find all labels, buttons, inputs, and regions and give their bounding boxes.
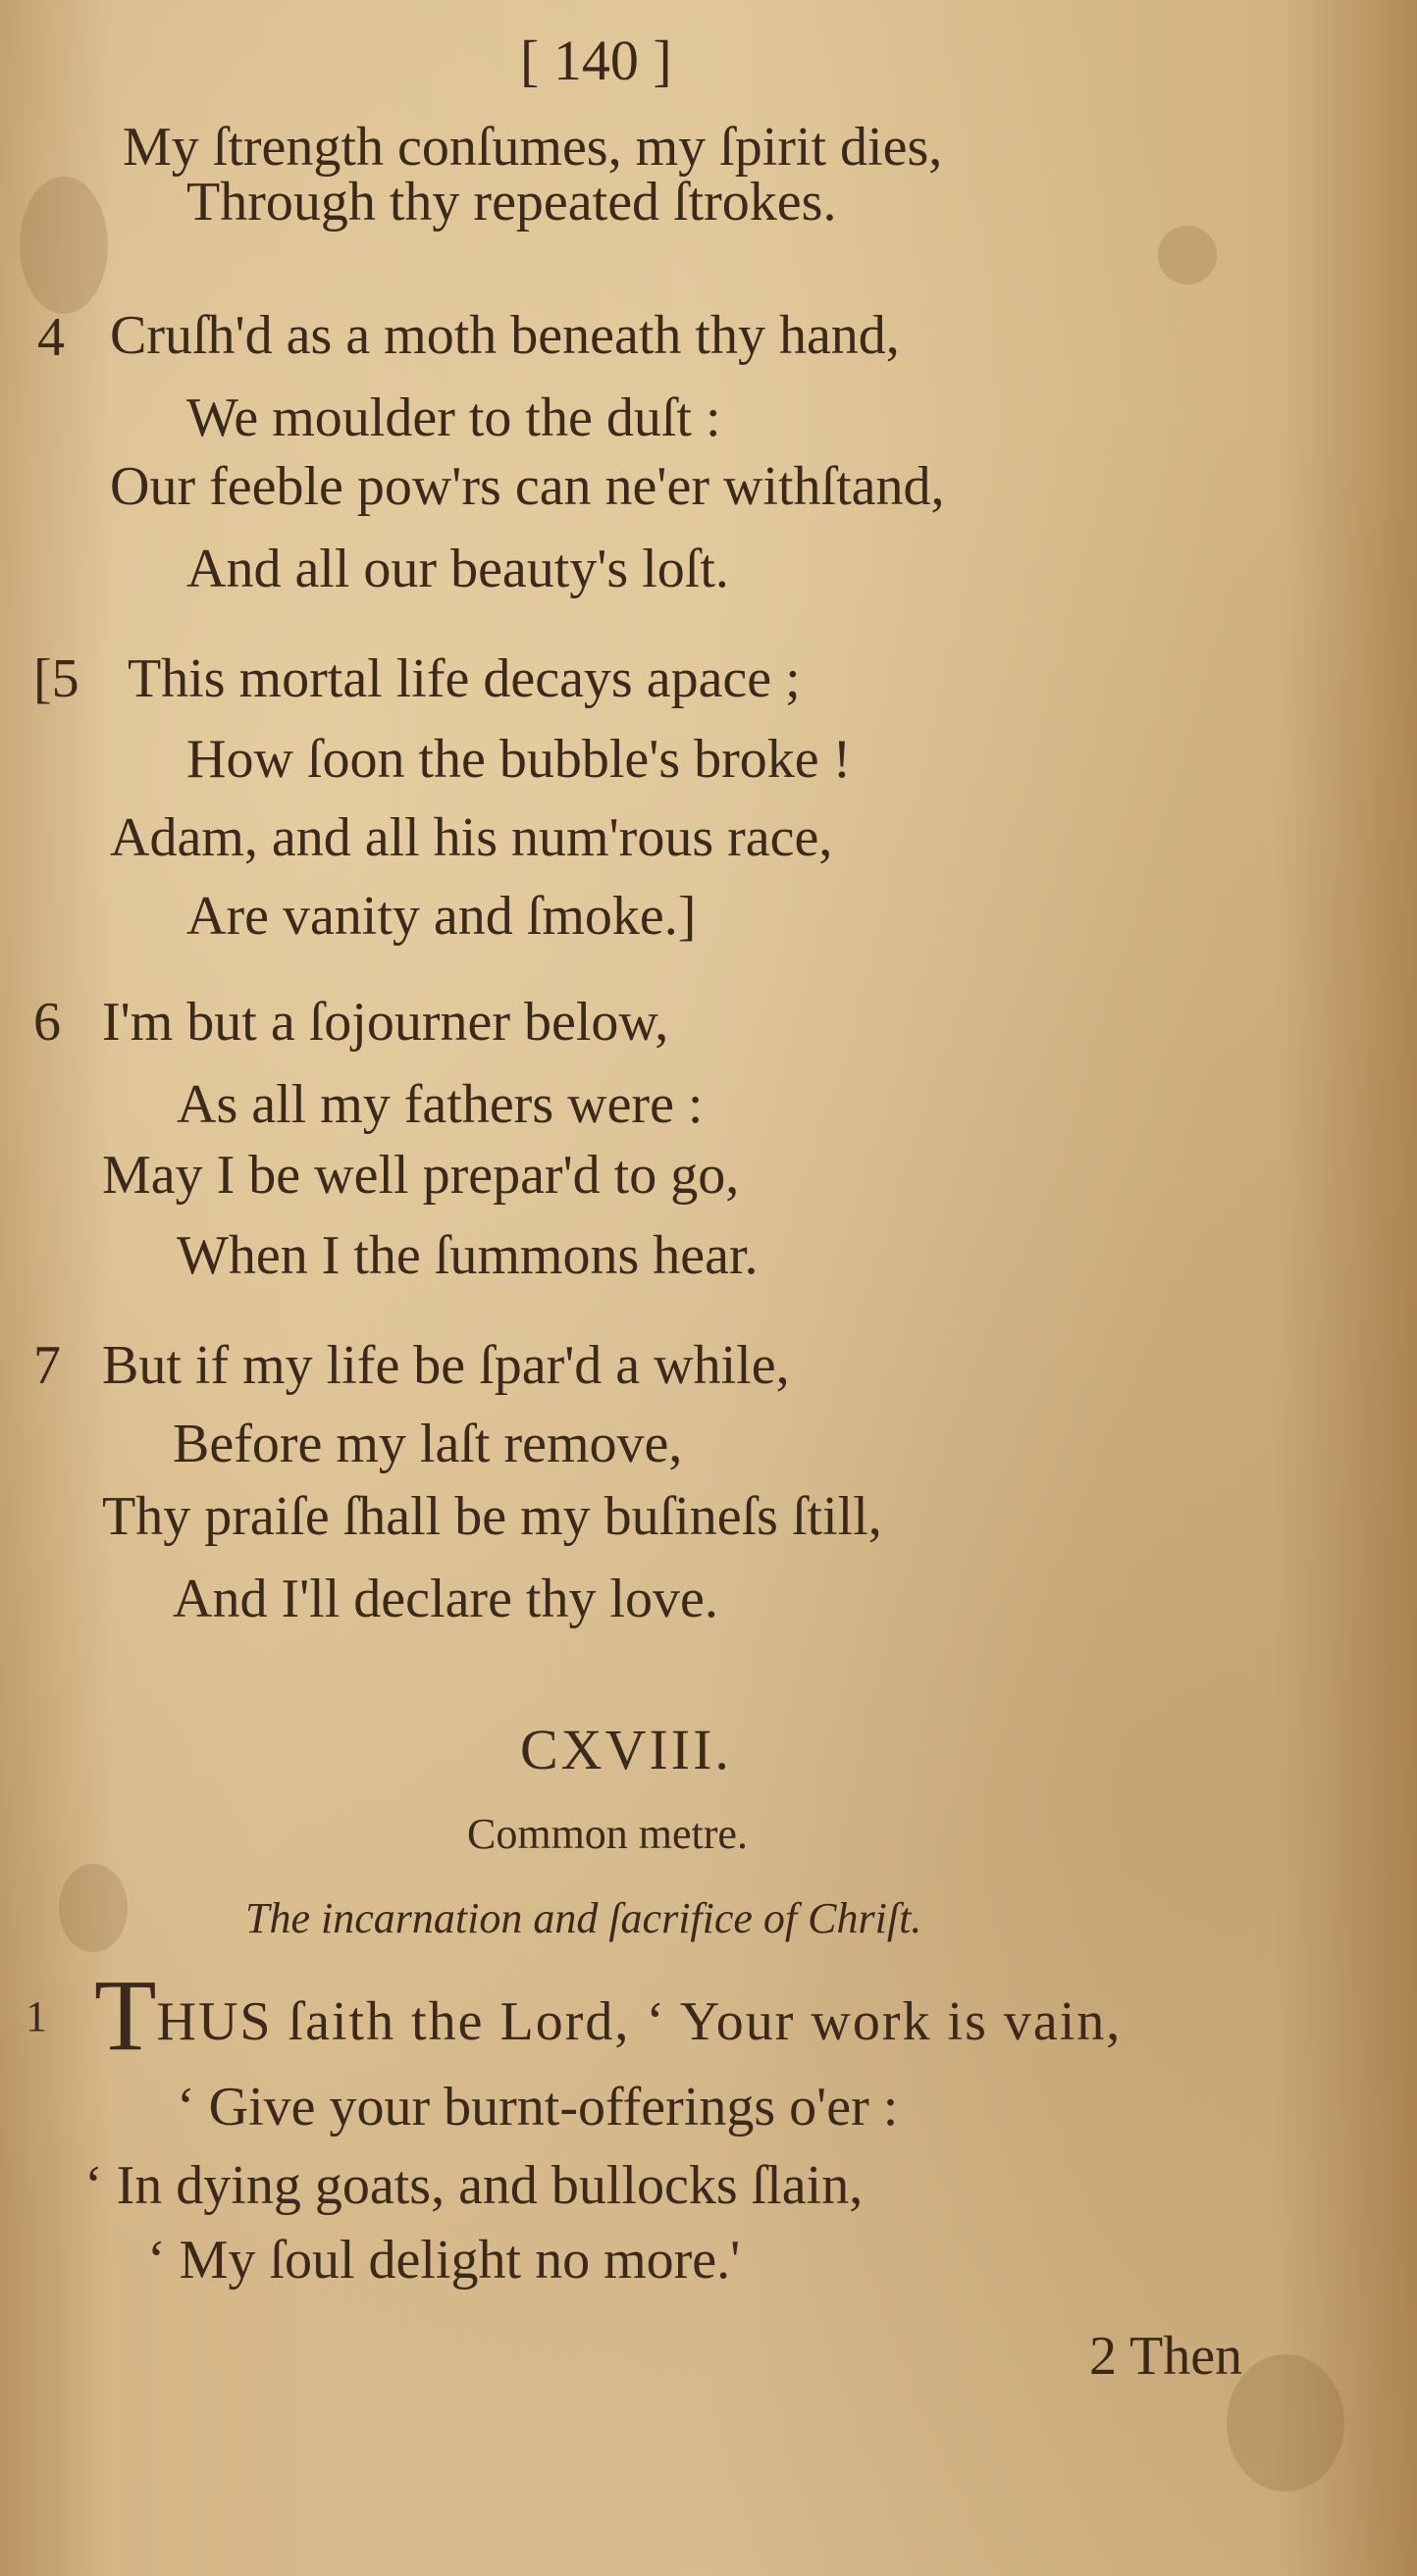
verse-line: ‘ My ſoul delight no more.' — [147, 2230, 741, 2291]
verse-line: But if my life be ſpar'd a while, — [102, 1335, 790, 1396]
verse-line: ‘ In dying goats, and bullocks ſlain, — [84, 2155, 864, 2216]
stanza-number: 7 — [33, 1335, 61, 1396]
stanza-number: 6 — [33, 992, 61, 1053]
verse-line: This mortal life decays apace ; — [128, 648, 801, 709]
verse-line: Through thy repeated ſtrokes. — [186, 172, 837, 232]
hymn-number: CXVIII. — [520, 1718, 732, 1781]
hymn-subtitle: The incarnation and ſacrifice of Chriſt. — [245, 1894, 922, 1942]
verse-line: Before my laſt remove, — [173, 1414, 683, 1474]
verse-line-rest: HUS ſaith the Lord, ‘ Your work is vain, — [156, 1991, 1123, 2052]
verse-line: Cruſh'd as a moth beneath thy hand, — [110, 305, 900, 366]
verse-line: And all our beauty's loſt. — [186, 539, 729, 599]
verse-line-first — [94, 1959, 1123, 2072]
verse-line: Thy praiſe ſhall be my buſineſs ſtill, — [102, 1486, 882, 1547]
verse-line: Are vanity and ſmoke.] — [186, 886, 697, 947]
verse-line: How ſoon the bubble's broke ! — [186, 729, 852, 790]
stanza-number: [5 — [33, 648, 79, 709]
paper-stain — [20, 177, 108, 314]
verse-line: As all my fathers were : — [177, 1074, 704, 1135]
verse-line: ‘ Give your burnt-offerings o'er : — [177, 2077, 899, 2138]
verse-line: We moulder to the duſt : — [186, 387, 721, 448]
stanza-number: 4 — [37, 307, 65, 368]
paper-stain — [1158, 226, 1217, 284]
paper-stain — [59, 1864, 128, 1952]
hymn-metre: Common metre. — [467, 1810, 748, 1858]
verse-line: And I'll declare thy love. — [173, 1569, 718, 1629]
verse-line: When I the ſummons hear. — [177, 1225, 759, 1286]
verse-line: Adam, and all his num'rous race, — [110, 807, 833, 868]
catchword: 2 Then — [1089, 2326, 1243, 2387]
verse-line: I'm but a ſojourner below, — [102, 992, 669, 1053]
page-number-header: [ 140 ] — [520, 28, 672, 92]
verse-line: Our feeble pow'rs can ne'er withſtand, — [110, 456, 945, 517]
paper-stain — [1227, 2354, 1344, 2492]
verse-line: My ſtrength conſumes, my ſpirit dies, — [123, 117, 943, 178]
stanza-number: 1 — [26, 1992, 47, 2040]
drop-cap: T — [94, 1959, 157, 2072]
verse-line: May I be well prepar'd to go, — [102, 1145, 740, 1206]
